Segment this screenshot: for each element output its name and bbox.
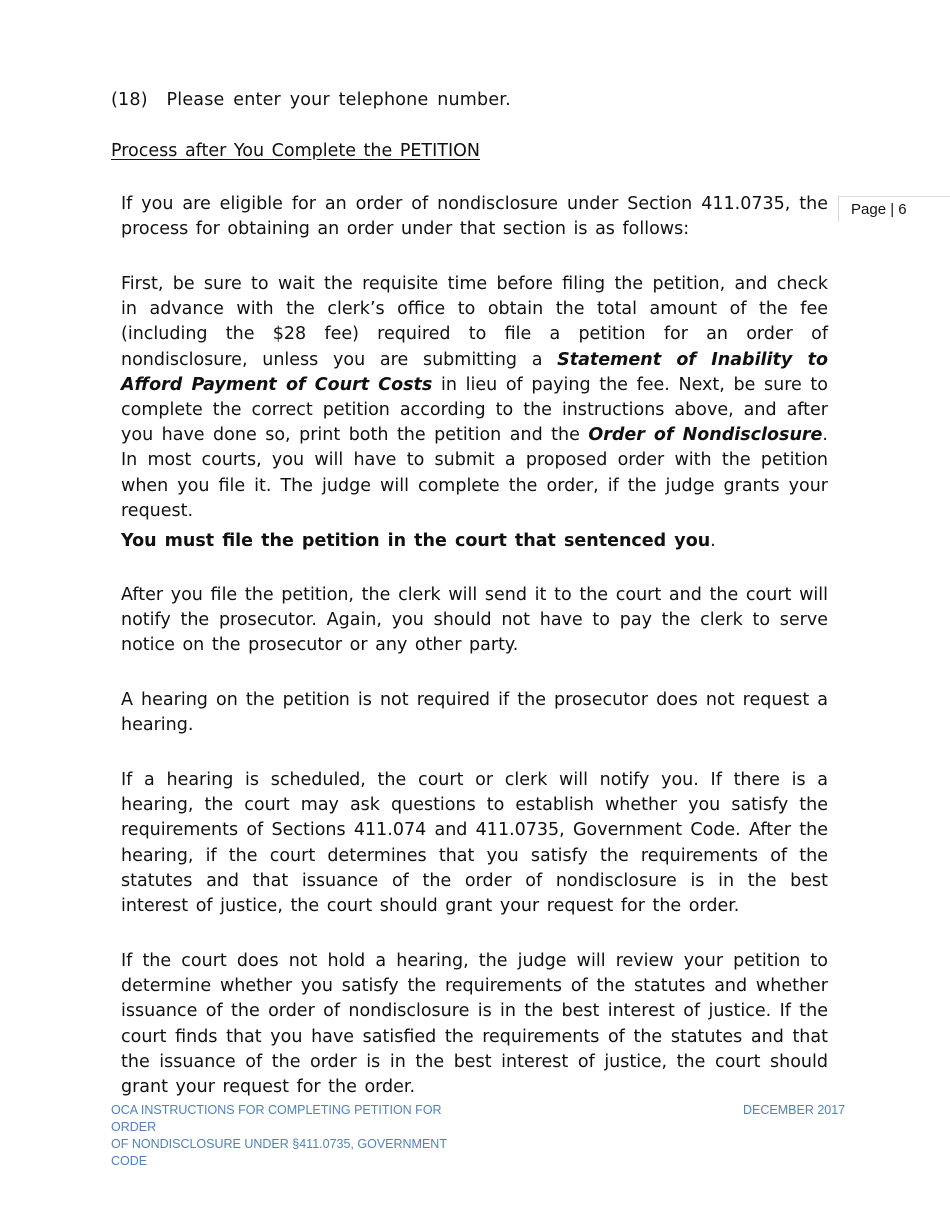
section-heading: Process after You Complete the PETITION [111, 141, 480, 161]
paragraph-hearing-scheduled [121, 768, 828, 919]
paragraph-text: A hearing on the petition is not required if the prosecutor does not request a hearing. [121, 690, 828, 736]
paragraph-hearing-not-required [121, 688, 828, 738]
footer-date: DECEMBER 2017 [743, 1103, 846, 1117]
footer-document-title [111, 1102, 471, 1170]
paragraph-text: After you file the petition, the clerk will send it to the court and the court will notify the prosecutor. Again, you should not have to pay the clerk to serve notice on the prosecutor or any other party. [121, 585, 828, 656]
paragraph-eligibility [121, 192, 828, 242]
paragraph-after-filing [121, 583, 828, 659]
item-18 [111, 90, 511, 110]
text-run: . [710, 531, 716, 551]
text-run: in lieu of paying the fee. Next, be sure to complete the correct petition according to the instructions above, and after you have done so, print both the petition and the [121, 374, 828, 446]
paragraph-text [121, 529, 828, 554]
paragraph-text [121, 272, 828, 524]
item-text: Please enter your telephone number. [166, 90, 511, 110]
footer-line: OF NONDISCLOSURE UNDER §411.0735, GOVERNMENT [111, 1137, 447, 1151]
paragraph-no-hearing [121, 949, 828, 1100]
footer-line: OCA INSTRUCTIONS FOR COMPLETING PETITION FOR ORDER [111, 1103, 442, 1134]
paragraph-file-in-court [121, 529, 828, 554]
footer-line: CODE [111, 1154, 148, 1168]
text-run: First, be sure to wait the requisite time before filing the petition, and check in advance with the clerk’s office to obtain the total amount of the fee (including the $28 fee) required to file a petition for an order of nondisclosure, unless you are submitting a [121, 274, 828, 370]
form-title-statement-of-inability: Statement of Inability to Afford Payment of Court Costs [121, 349, 828, 395]
form-title-order-of-nondisclosure: Order of Nondisclosure [588, 425, 823, 446]
paragraph-text: If a hearing is scheduled, the court or clerk will notify you. If there is a hearing, the court may ask questions to establish whether you satisfy the requirements of Sections 411.074 and 411.0735, Government Code. After the hearing, if the court determines that you satisfy the requirements of the statutes and that issuance of the order of nondisclosure is in the best interest of justice, the court should grant your request for the order. [121, 770, 828, 917]
page-number-label: Page | 6 [838, 196, 950, 222]
text-run: . In most courts, you will have to submit a proposed order with the petition when you file it. The judge will complete the order, if the judge grants your request. [121, 425, 828, 521]
bold-instruction: You must file the petition in the court that sentenced you [121, 531, 711, 551]
item-number: (18) [111, 90, 148, 110]
paragraph-filing-steps [121, 272, 828, 524]
paragraph-text: If the court does not hold a hearing, the judge will review your petition to determine whether you satisfy the requirements of the statutes and whether issuance of the order of nondisclosure is in the best interest of justice. If the court finds that you have satisfied the requirements of the statutes and that the issuance of the order is in the best interest of justice, the court should grant your request for the order. [121, 951, 828, 1098]
paragraph-text: If you are eligible for an order of nondisclosure under Section 411.0735, the process for obtaining an order under that section is as follows: [121, 194, 828, 240]
